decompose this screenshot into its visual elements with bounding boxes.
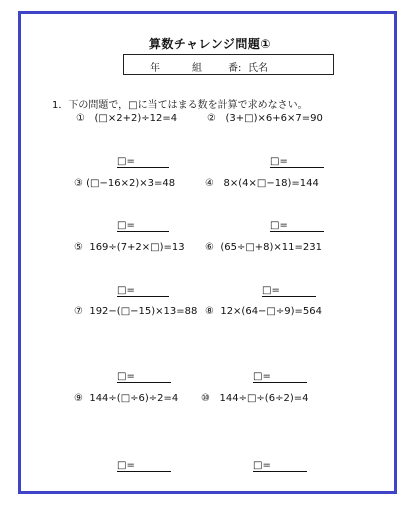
problem-number: ⑩ bbox=[201, 393, 210, 404]
problem-number: ③ bbox=[74, 178, 83, 189]
problem-8 bbox=[205, 306, 322, 317]
problem-expression: (65÷□+8)×11=231 bbox=[220, 242, 322, 253]
problem-4 bbox=[205, 178, 319, 189]
answer-blank-3[interactable]: □= bbox=[117, 220, 169, 232]
answer-blank-4[interactable]: □= bbox=[270, 220, 324, 232]
problem-number: ② bbox=[207, 113, 216, 124]
problem-expression: 12×(64−□÷9)=564 bbox=[220, 306, 322, 317]
class-label: 組 bbox=[192, 63, 202, 74]
problem-5 bbox=[74, 242, 185, 253]
answer-blank-1[interactable]: □= bbox=[117, 156, 169, 168]
problem-expression: 169÷(7+2×□)=13 bbox=[89, 242, 185, 253]
answer-blank-7[interactable]: □= bbox=[117, 371, 171, 383]
answer-blank-8[interactable]: □= bbox=[253, 371, 307, 383]
problem-number: ⑦ bbox=[74, 306, 83, 317]
problem-9 bbox=[74, 393, 178, 404]
problem-number: ⑤ bbox=[74, 242, 83, 253]
name-label: 氏名 bbox=[248, 63, 268, 74]
problem-3 bbox=[74, 178, 175, 189]
problem-number: ④ bbox=[205, 178, 214, 189]
problem-7 bbox=[74, 306, 197, 317]
problem-expression: 144÷□÷(6÷2)=4 bbox=[219, 393, 309, 404]
problem-expression: (3+□)×6+6×7=90 bbox=[225, 113, 323, 124]
instruction-text: 1．下の問題で，□に当てはまる数を計算で求めなさい。 bbox=[52, 100, 308, 111]
number-label: 番: bbox=[228, 63, 242, 74]
worksheet-title: 算数チャレンジ問題① bbox=[148, 37, 272, 51]
year-label: 年 bbox=[150, 63, 160, 74]
problem-10 bbox=[201, 393, 308, 404]
problem-expression: 192−(□−15)×13=88 bbox=[89, 306, 198, 317]
problem-expression: 144÷(□÷6)÷2=4 bbox=[89, 393, 179, 404]
answer-blank-2[interactable]: □= bbox=[270, 156, 324, 168]
problem-2 bbox=[207, 113, 323, 124]
problem-number: ⑧ bbox=[205, 306, 214, 317]
answer-blank-9[interactable]: □= bbox=[117, 460, 171, 472]
name-box bbox=[123, 54, 334, 75]
problem-6 bbox=[205, 242, 322, 253]
problem-number: ⑥ bbox=[205, 242, 214, 253]
answer-blank-5[interactable]: □= bbox=[117, 285, 169, 297]
problem-number: ⑨ bbox=[74, 393, 83, 404]
problem-expression: (□−16×2)×3=48 bbox=[86, 178, 176, 189]
answer-blank-6[interactable]: □= bbox=[262, 285, 316, 297]
problem-expression: 8×(4×□−18)=144 bbox=[223, 178, 319, 189]
problem-number: ① bbox=[76, 113, 85, 124]
problem-1 bbox=[76, 113, 177, 124]
problem-expression: (□×2+2)÷12=4 bbox=[94, 113, 178, 124]
answer-blank-10[interactable]: □= bbox=[253, 460, 307, 472]
